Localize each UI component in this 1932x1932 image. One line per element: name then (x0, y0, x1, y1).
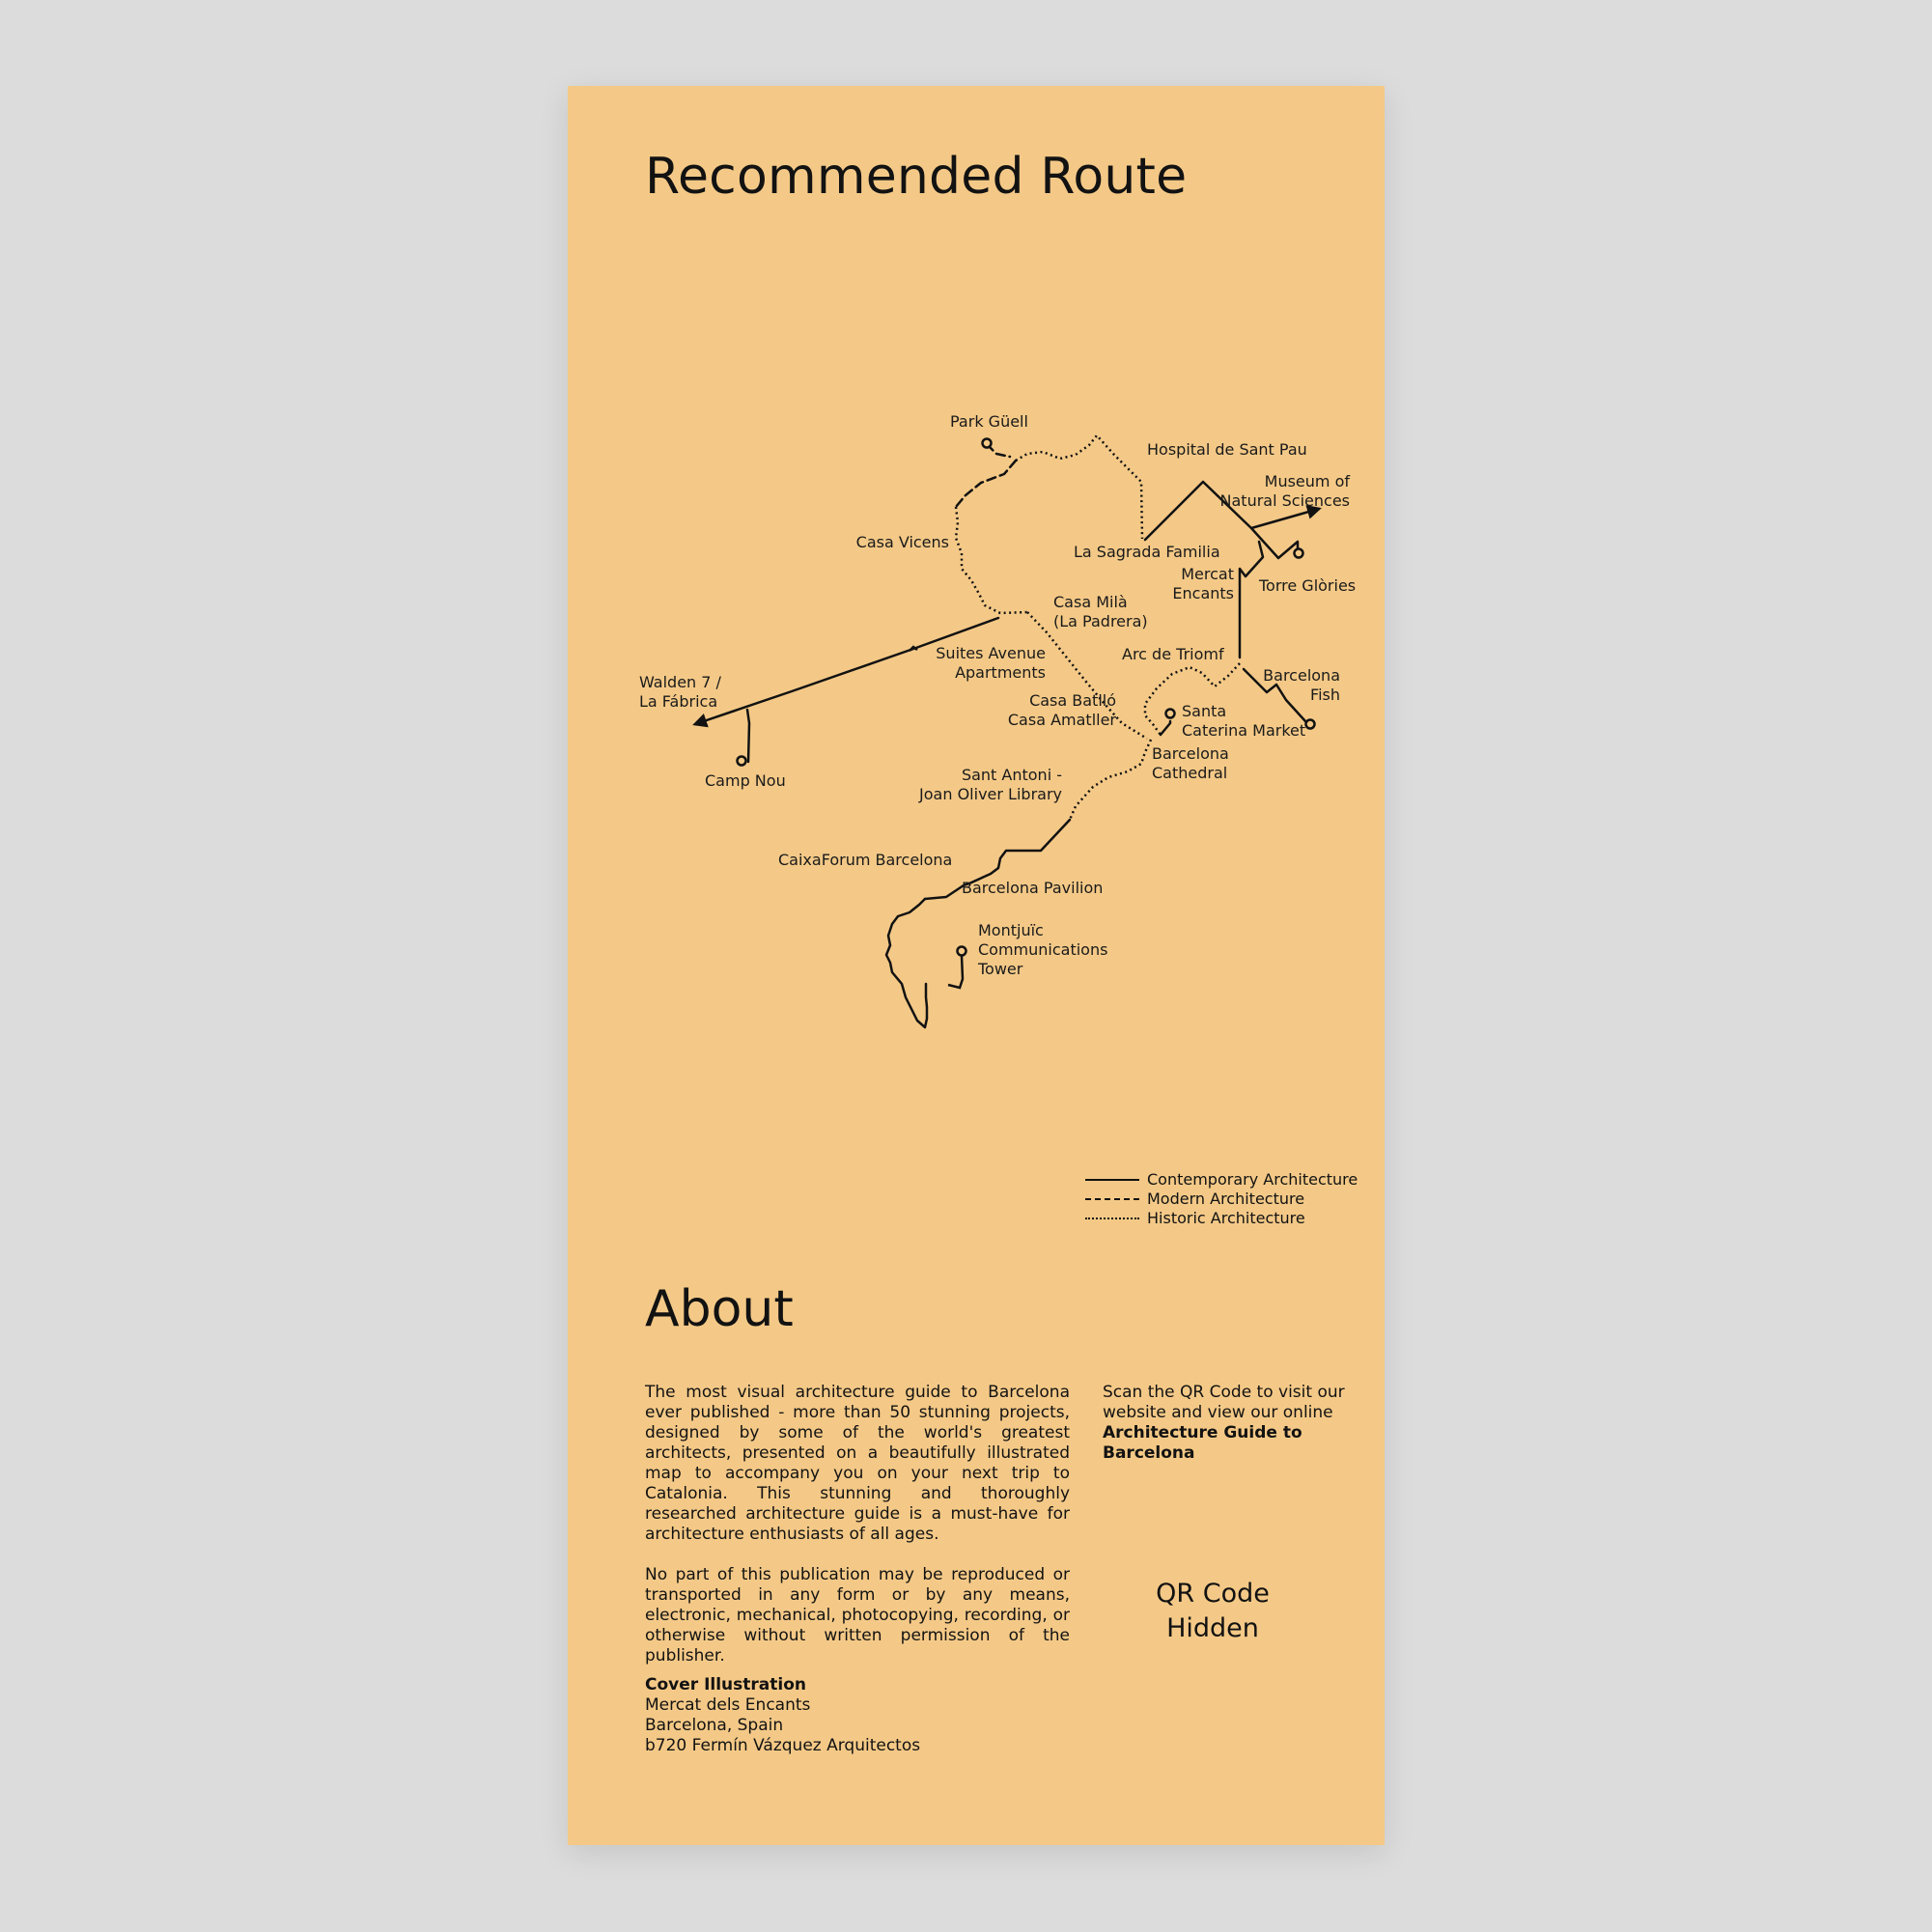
poster (568, 86, 1385, 1845)
legend-item-contemporary (1085, 1170, 1358, 1190)
about-heading: About (645, 1280, 794, 1338)
route-park-guell-casa-vicens (956, 461, 1016, 507)
route-montjuic-link (948, 956, 963, 988)
route-caixaforum-montjuic (886, 899, 927, 1027)
qr-code-placeholder[interactable] (1103, 1577, 1323, 1646)
about-paragraph-2: No part of this publication may be reproduced or transported in any form or by any means, electronic, mechanical, photocopying, recording, or otherwise without written permission of the publisher. (645, 1565, 1070, 1666)
map-legend (1085, 1170, 1358, 1228)
legend-label-contemporary: Contemporary Architecture (1147, 1170, 1358, 1189)
label-torre-glories: Torre Glòries (1259, 576, 1357, 595)
qr-placeholder-line-2: Hidden (1166, 1613, 1259, 1643)
label-walden-7: Walden 7 / La Fábrica (639, 673, 721, 711)
label-caixaforum: CaixaForum Barcelona (778, 851, 953, 869)
legend-item-modern (1085, 1190, 1358, 1209)
qr-placeholder-line-1: QR Code (1156, 1579, 1270, 1609)
label-barcelona-cathedral: Barcelona Cathedral (1152, 744, 1229, 782)
cover-credits-heading: Cover Illustration (645, 1675, 806, 1694)
route-santa-caterina (1161, 721, 1170, 735)
route-walden-camp-nou (747, 710, 749, 762)
label-park-guell: Park Güell (950, 412, 1028, 431)
legend-label-modern: Modern Architecture (1147, 1190, 1305, 1208)
about-body (645, 1383, 1070, 1687)
label-camp-nou: Camp Nou (705, 771, 786, 790)
page-title: Recommended Route (645, 148, 1188, 206)
label-casa-mila: Casa Milà (La Padrera) (1053, 593, 1148, 630)
node-santa-caterina (1166, 710, 1175, 718)
legend-dotted-line (1085, 1218, 1139, 1219)
label-santa-caterina: Santa Caterina Market (1182, 702, 1306, 740)
legend-solid-line (1085, 1179, 1139, 1181)
node-barcelona-fish (1306, 720, 1315, 729)
label-hospital-sant-pau: Hospital de Sant Pau (1147, 440, 1307, 459)
cover-credits-line-1: Mercat dels Encants (645, 1695, 811, 1715)
qr-description-intro: Scan the QR Code to visit our website and view our online (1103, 1383, 1345, 1422)
node-torre-glories (1295, 549, 1303, 558)
route-casa-vicens-casa-mila (956, 507, 1027, 613)
legend-label-historic: Historic Architecture (1147, 1209, 1305, 1227)
route-park-guell-sant-pau (1016, 435, 1142, 539)
label-arc-de-triomf: Arc de Triomf (1122, 645, 1224, 663)
label-sant-antoni: Sant Antoni - Joan Oliver Library (919, 766, 1062, 803)
cover-credits (645, 1675, 1070, 1756)
label-mercat-encants: Mercat Encants (1172, 565, 1234, 602)
qr-description-link[interactable]: Architecture Guide to Barcelona (1103, 1423, 1302, 1463)
label-casa-batllo: Casa Batlló Casa Amatller (1007, 691, 1116, 729)
about-paragraph-1: The most visual architecture guide to Barcelona ever published - more than 50 stunning projects, designed by some of the world's greatest architects, presented on a beautifully illustrated map to accompany you on your next trip to Catalonia. This stunning and thoroughly researched architecture guide is a must-have for architecture enthusiasts of all ages. (645, 1383, 1070, 1544)
node-park-guell (983, 439, 992, 448)
modern-route (956, 444, 1016, 507)
cover-credits-line-2: Barcelona, Spain (645, 1716, 784, 1735)
label-barcelona-pavilion: Barcelona Pavilion (962, 879, 1104, 897)
legend-item-historic (1085, 1209, 1358, 1228)
qr-description (1103, 1383, 1363, 1464)
label-casa-vicens: Casa Vicens (855, 533, 949, 551)
route-cathedral-sant-antoni (1070, 740, 1151, 820)
node-camp-nou (738, 757, 746, 766)
label-la-sagrada-familia: La Sagrada Familia (1074, 543, 1220, 561)
route-encants-arc (1240, 542, 1263, 658)
cover-credits-line-3: b720 Fermín Vázquez Arquitectos (645, 1736, 921, 1755)
label-barcelona-fish: Barcelona Fish (1263, 666, 1340, 704)
node-montjuic (958, 947, 966, 956)
label-montjuic: Montjuïc Communications Tower (978, 921, 1108, 978)
label-museum-natural-sciences: Museum of Natural Sciences (1219, 472, 1350, 510)
legend-dashed-line (1085, 1198, 1139, 1200)
label-suites-avenue: Suites Avenue Apartments (936, 644, 1046, 682)
